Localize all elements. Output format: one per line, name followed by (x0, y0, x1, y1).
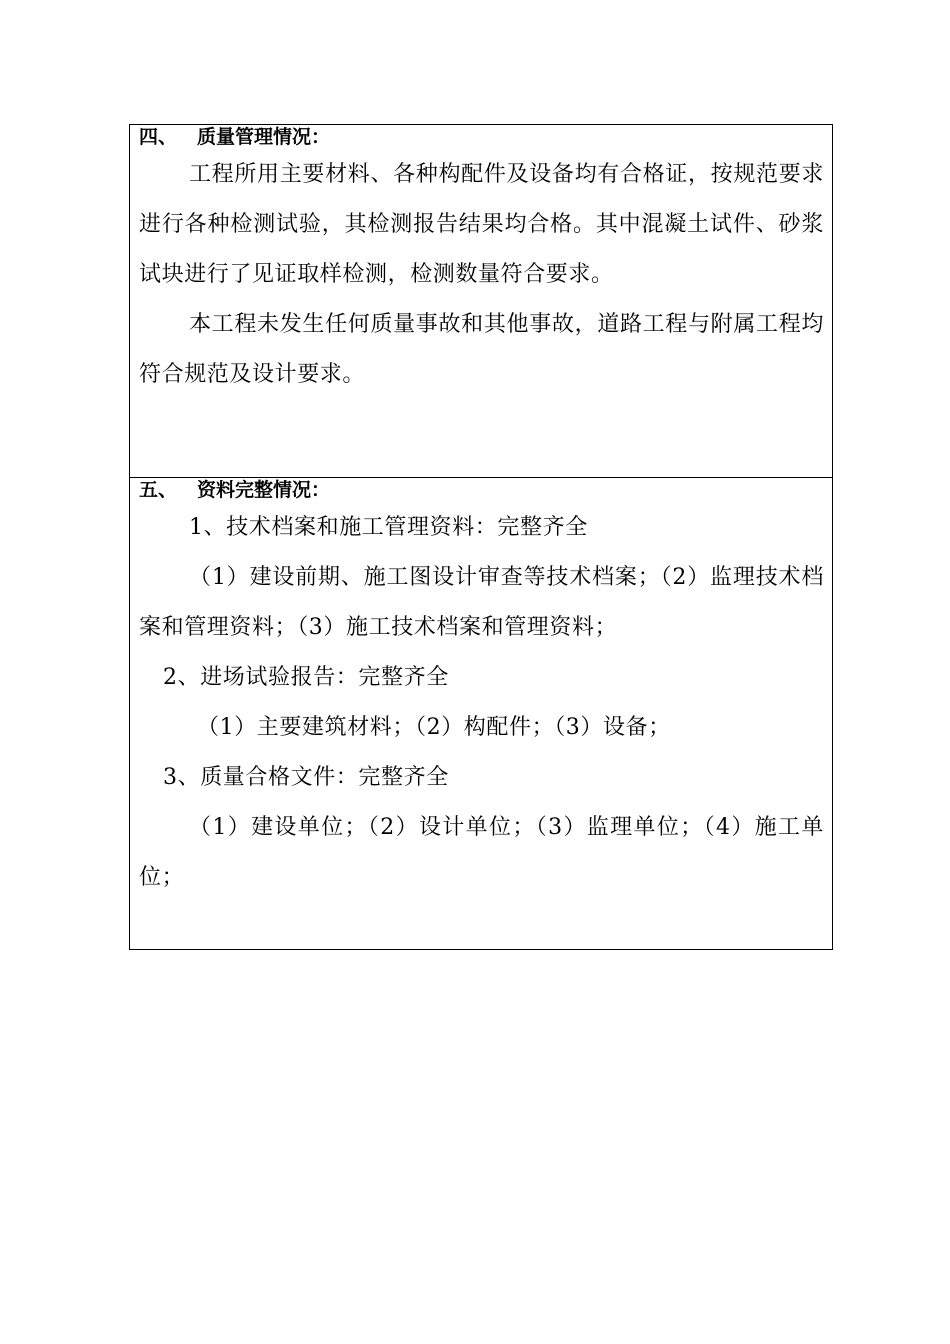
list-item: （1）建设前期、施工图设计审查等技术档案；（2）监理技术档案和管理资料；（3）施工技术档案和管理资料； (139, 565, 824, 640)
section-document-completeness (130, 477, 832, 949)
document-table (129, 124, 833, 950)
list-item: 1、技术档案和施工管理资料：完整齐全 (189, 515, 588, 540)
section-quality-management (130, 125, 832, 477)
section-number: 四、 (139, 126, 178, 148)
list-item: 3、质量合格文件：完整齐全 (163, 765, 449, 790)
section-title: 质量管理情况： (197, 126, 331, 148)
list-item: （1）建设单位；（2）设计单位；（3）监理单位；（4）施工单位； (139, 815, 824, 890)
section-heading (139, 125, 824, 150)
paragraph: 本工程未发生任何质量事故和其他事故，道路工程与附属工程均符合规范及设计要求。 (139, 312, 824, 387)
list-item: （1）主要建筑材料；（2）构配件；（3）设备； (197, 715, 671, 740)
section-title: 资料完整情况： (197, 479, 331, 501)
section-heading (139, 478, 824, 503)
paragraph: 工程所用主要材料、各种构配件及设备均有合格证，按规范要求进行各种检测试验，其检测报告结果均合格。其中混凝土试件、砂浆试块进行了见证取样检测，检测数量符合要求。 (139, 162, 824, 287)
list-item: 2、进场试验报告：完整齐全 (163, 665, 449, 690)
section-number: 五、 (139, 479, 178, 501)
